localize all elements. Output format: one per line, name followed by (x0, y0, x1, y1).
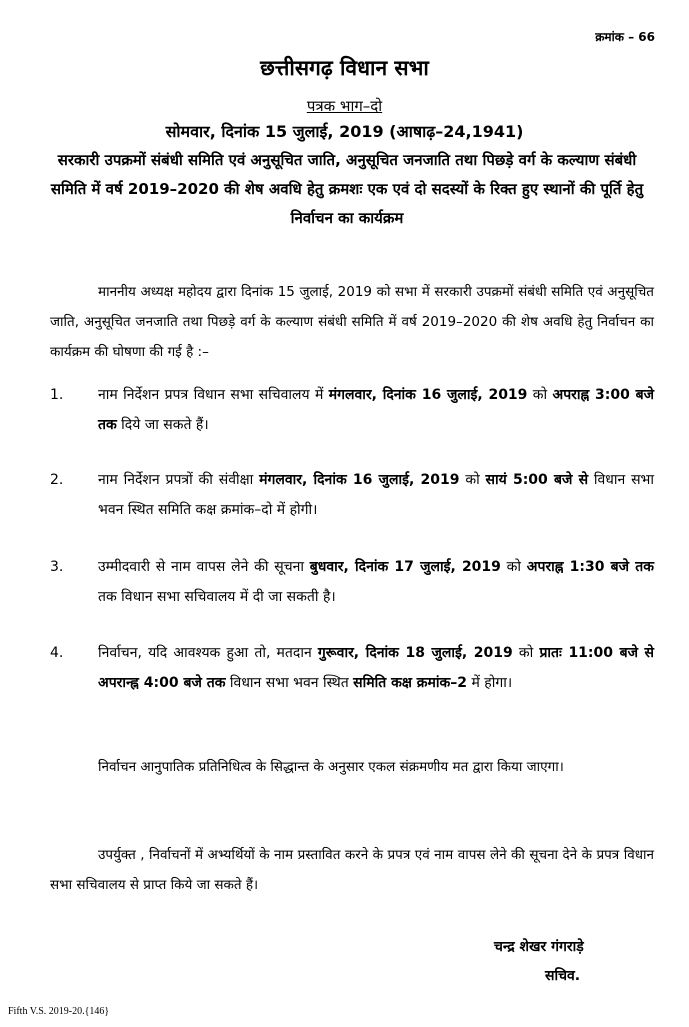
item-number: 2. (50, 472, 64, 488)
assembly-title: छत्तीसगढ़ विधान सभा (260, 56, 429, 80)
schedule-item (50, 638, 654, 728)
bulletin-part-label: पत्रक भाग–दो (306, 97, 383, 115)
item-text: नाम निर्देशन प्रपत्र विधान सभा सचिवालय में मंगलवार, दिनांक 16 जुलाई, 2019 को अपराह्न 3:00 बजे तक दिये जा सकते हैं। (98, 387, 654, 433)
item-number: 3. (50, 559, 64, 575)
bulletin-part (0, 96, 689, 116)
schedule-item (50, 380, 654, 440)
date-line: सोमवार, दिनांक 15 जुलाई, 2019 (आषाढ़–24,1941) (165, 122, 524, 141)
intro-paragraph: माननीय अध्यक्ष महोदय द्वारा दिनांक 15 जुलाई, 2019 को सभा में सरकारी उपक्रमों संबंधी समिति एवं अनुसूचित जाति, अनुसूचित जनजाति तथा पिछड़े वर्ग के कल्याण संबंधी समिति में वर्ष 2019–2020 की शेष अवधि हेतु निर्वाचन का कार्यक्रम की घोषणा की गई है :– (50, 284, 654, 360)
election-heading: सरकारी उपक्रमों संबंधी समिति एवं अनुसूचित जाति, अनुसूचित जनजाति तथा पिछड़े वर्ग के कल्याण संबंधी समिति में वर्ष 2019–2020 की शेष अवधि हेतु क्रमशः एक एवं दो सदस्यों के रिक्त हुए स्थानों की पूर्ति हेतु निर्वाचन का कार्यक्रम (50, 151, 644, 227)
method-paragraph: निर्वाचन आनुपातिक प्रतिनिधित्व के सिद्धान्त के अनुसार एकल संक्रमणीय मत द्वारा किया जाएगा। (98, 759, 564, 775)
serial-number: क्रमांक – 66 (595, 30, 655, 44)
signatory-name: चन्द्र शेखर गंगराड़े (494, 939, 584, 955)
item-number: 1. (50, 387, 64, 403)
item-number: 4. (50, 645, 64, 661)
schedule-item (50, 465, 654, 525)
signatory-designation: सचिव. (545, 968, 581, 984)
footer-code: Fifth V.S. 2019-20.{146} (8, 1006, 110, 1017)
item-text: नाम निर्देशन प्रपत्रों की संवीक्षा मंगलवार, दिनांक 16 जुलाई, 2019 को सायं 5:00 बजे से विधान सभा भवन स्थित समिति कक्ष क्रमांक–दो में होगी। (98, 472, 655, 518)
item-text: उम्मीदवारी से नाम वापस लेने की सूचना बुधवार, दिनांक 17 जुलाई, 2019 को अपराह्न 1:30 बजे तक तक विधान सभा सचिवालय में दी जा सकती है। (98, 559, 654, 605)
forms-paragraph: उपर्युक्त , निर्वाचनों में अभ्यर्थियों के नाम प्रस्तावित करने के प्रपत्र एवं नाम वापस लेने की सूचना देने के प्रपत्र विधान सभा सचिवालय से प्राप्त किये जा सकते हैं। (50, 847, 654, 893)
item-text: निर्वाचन, यदि आवश्यक हुआ तो, मतदान गुरूवार, दिनांक 18 जुलाई, 2019 को प्रातः 11:00 बजे से अपरान्ह्न 4:00 बजे तक विधान सभा भवन स्थित समिति कक्ष क्रमांक–2 में होगा। (98, 645, 655, 691)
schedule-item (50, 552, 654, 612)
